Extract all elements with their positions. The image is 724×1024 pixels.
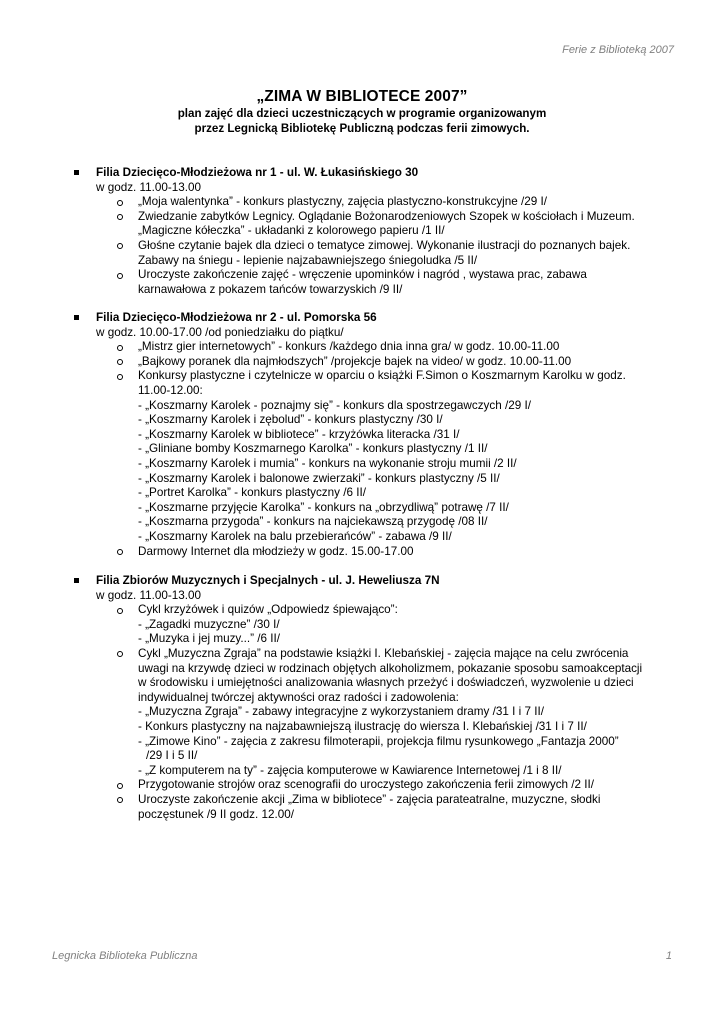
circle-bullet-icon xyxy=(117,651,123,657)
list-item xyxy=(138,210,682,239)
list-item-text: poczęstunek /9 II godz. 12.00/ xyxy=(138,807,294,821)
section-heading xyxy=(72,311,682,326)
list-item-text: 11.00-12.00: xyxy=(138,383,203,397)
activity-list xyxy=(72,195,682,297)
sub-item-text: - „Muzyka i jej muzy...” /6 II/ xyxy=(138,632,281,646)
list-item-text: w środowisku i umiejętności analizowania własnych przeżyć i doświadczeń, wyzwolenie u dzieci xyxy=(138,676,634,690)
sub-item-text: - „Koszmarny Karolek na balu przebierańców” - zabawa /9 II/ xyxy=(138,529,452,543)
sub-item-text: - „Gliniane bomby Koszmarnego Karolka” - konkurs plastyczny /1 II/ xyxy=(138,442,488,456)
page-title: „ZIMA W BIBLIOTECE 2007” xyxy=(256,88,468,105)
list-item-text: Darmowy Internet dla młodzieży w godz. 15.00-17.00 xyxy=(138,544,414,558)
sub-item-text: - „Portret Karolka” - konkurs plastyczny /6 II/ xyxy=(138,486,366,500)
page-subtitle xyxy=(0,106,724,136)
section-filia-muzyczna xyxy=(72,574,682,822)
sub-item-text: - „Koszmarny Karolek w bibliotece” - krzyżówka literacka /31 I/ xyxy=(138,427,460,441)
square-bullet-icon xyxy=(74,315,79,320)
list-item-text: Przygotowanie strojów oraz scenografii do uroczystego zakończenia ferii zimowych /2 II/ xyxy=(138,778,595,792)
section-filia-2 xyxy=(72,311,682,559)
list-item xyxy=(138,195,682,210)
circle-bullet-icon xyxy=(117,359,123,365)
list-item xyxy=(138,355,682,370)
list-item-text: Uroczyste zakończenie zajęć - wręczenie upominków i nagród , wystawa prac, zabawa xyxy=(138,268,587,282)
list-item xyxy=(138,603,682,647)
list-item-text: „Magiczne kółeczka” - układanki z kolorowego papieru /1 II/ xyxy=(138,224,445,238)
list-item xyxy=(138,369,682,544)
circle-bullet-icon xyxy=(117,374,123,380)
list-item xyxy=(138,647,682,778)
square-bullet-icon xyxy=(74,170,79,175)
list-item-text: „Bajkowy poranek dla najmłodszych” /projekcje bajek na video/ w godz. 10.00-11.00 xyxy=(138,354,572,368)
list-item xyxy=(138,793,682,822)
page-number: 1 xyxy=(665,950,672,962)
sub-item-text: - Konkurs plastyczny na najzabawniejszą ilustrację do wiersza I. Klebańskiej /31 I i 7 II/ xyxy=(138,719,587,733)
list-item-text: „Mistrz gier internetowych” - konkurs /każdego dnia inna gra/ w godz. 10.00-11.00 xyxy=(138,340,560,354)
section-heading-text: Filia Dziecięco-Młodzieżowa nr 1 - ul. W. Łukasińskiego 30 xyxy=(96,166,419,179)
subtitle-line-2: przez Legnicką Bibliotekę Publiczną podczas ferii zimowych. xyxy=(194,122,530,135)
square-bullet-icon xyxy=(74,578,79,583)
section-hours: w godz. 11.00-13.00 xyxy=(96,588,202,602)
list-item-text: uwagi na krzywdę dzieci w rodzinach objętych alkoholizmem, pokazanie sposobu samoakceptacji xyxy=(138,661,643,675)
list-item-text: Cykl „Muzyczna Zgraja” na podstawie książki I. Klebańskiej - zajęcia mające na celu zwrócenia xyxy=(138,646,629,660)
section-heading-text: Filia Dziecięco-Młodzieżowa nr 2 - ul. Pomorska 56 xyxy=(96,311,377,324)
section-hours: w godz. 11.00-13.00 xyxy=(96,180,202,194)
header-note: Ferie z Biblioteką 2007 xyxy=(562,44,674,56)
sub-item-text: - „Koszmarny Karolek i balonowe zwierzaki” - konkurs plastyczny /5 II/ xyxy=(138,471,500,485)
circle-bullet-icon xyxy=(117,214,123,220)
list-item-text: Zwiedzanie zabytków Legnicy. Oglądanie Bożonarodzeniowych Szopek w kościołach i Muzeum. xyxy=(138,209,635,223)
sub-item-text: - „Zagadki muzyczne” /30 I/ xyxy=(138,617,280,631)
list-item-text: karnawałowa z pokazem tańców towarzyskich /9 II/ xyxy=(138,282,403,296)
activity-list xyxy=(72,340,682,559)
sub-item-text: - „Koszmarny Karolek i mumia” - konkurs na wykonanie stroju mumii /2 II/ xyxy=(138,456,517,470)
list-item-text: Cykl krzyżówek i quizów „Odpowiedz śpiewająco”: xyxy=(138,603,398,617)
list-item-text: Uroczyste zakończenie akcji „Zima w bibliotece” - zajęcia parateatralne, muzyczne, słodki xyxy=(138,792,601,806)
circle-bullet-icon xyxy=(117,200,123,206)
list-item-text: Konkursy plastyczne i czytelnicze w oparciu o książki F.Simon o Koszmarnym Karolku w godz. xyxy=(138,369,626,383)
section-heading xyxy=(72,574,682,589)
sub-item-text: - „Muzyczna Zgraja” - zabawy integracyjne z wykorzystaniem dramy /31 I i 7 II/ xyxy=(138,705,544,719)
section-hours: w godz. 10.00-17.00 /od poniedziałku do piątku/ xyxy=(96,325,344,339)
list-item-text: indywidualnej twórczej aktywności oraz radości i zadowolenia: xyxy=(138,690,459,704)
list-item-text: Zabawy na śniegu - lepienie najzabawniejszego śniegoludka /5 II/ xyxy=(138,253,478,267)
circle-bullet-icon xyxy=(117,549,123,555)
sub-item-text: - „Z komputerem na ty” - zajęcia komputerowe w Kawiarence Internetowej /1 i 8 II/ xyxy=(138,763,562,777)
circle-bullet-icon xyxy=(117,273,123,279)
list-item xyxy=(138,340,682,355)
circle-bullet-icon xyxy=(117,608,123,614)
footer-library-name: Legnicka Biblioteka Publiczna xyxy=(52,950,198,962)
subtitle-line-1: plan zajęć dla dzieci uczestniczących w programie organizowanym xyxy=(177,107,547,120)
list-item xyxy=(138,778,682,793)
list-item xyxy=(138,239,682,268)
sub-item-text: /29 I i 5 II/ xyxy=(146,749,198,763)
sub-item-text: - „Koszmarny Karolek - poznajmy się” - konkurs dla spostrzegawczych /29 I/ xyxy=(138,398,531,412)
sub-item-text: - „Zimowe Kino” - zajęcia z zakresu filmoterapii, projekcja filmu rysunkowego „Fantazja 2000” xyxy=(138,734,619,748)
circle-bullet-icon xyxy=(117,797,123,803)
circle-bullet-icon xyxy=(117,243,123,249)
activity-list xyxy=(72,603,682,822)
circle-bullet-icon xyxy=(117,783,123,789)
section-filia-1 xyxy=(72,166,682,297)
section-heading xyxy=(72,166,682,181)
sub-item-text: - „Koszmarna przygoda” - konkurs na najciekawszą przygodę /08 II/ xyxy=(138,515,488,529)
section-heading-text: Filia Zbiorów Muzycznych i Specjalnych - ul. J. Heweliusza 7N xyxy=(96,574,440,587)
sub-item-text: - „Koszmarne przyjęcie Karolka” - konkurs na „obrzydliwą” potrawę /7 II/ xyxy=(138,500,509,514)
sub-item-text: - „Koszmarny Karolek i zębolud” - konkurs plastyczny /30 I/ xyxy=(138,413,443,427)
list-item xyxy=(138,268,682,297)
circle-bullet-icon xyxy=(117,345,123,351)
list-item-text: „Moja walentynka” - konkurs plastyczny, zajęcia plastyczno-konstrukcyjne /29 I/ xyxy=(138,195,548,209)
list-item-text: Głośne czytanie bajek dla dzieci o tematyce zimowej. Wykonanie ilustracji do poznanych bajek. xyxy=(138,238,631,252)
list-item xyxy=(138,545,682,560)
